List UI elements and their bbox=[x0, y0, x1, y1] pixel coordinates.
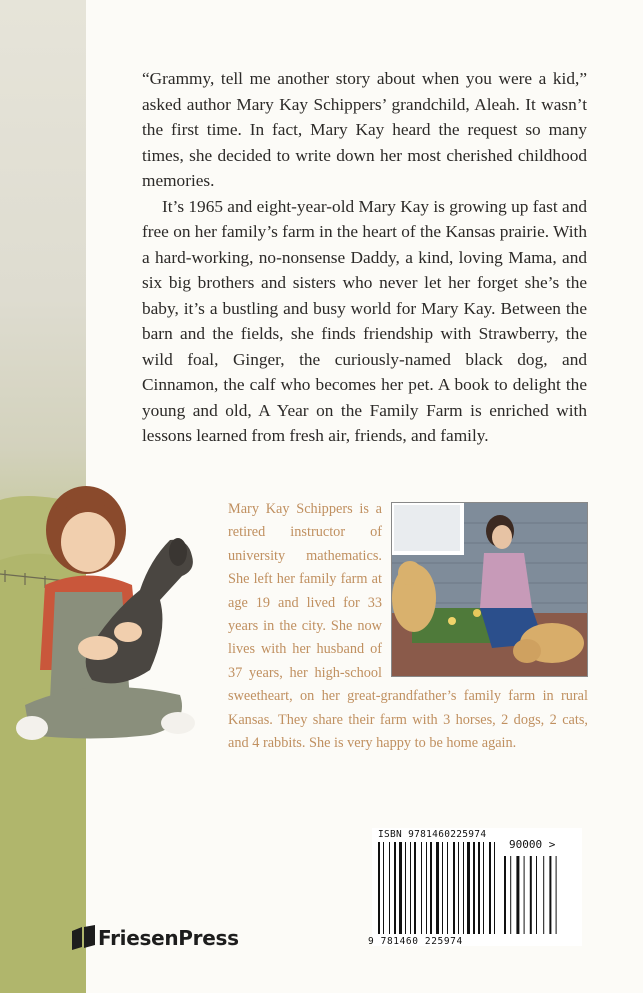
author-photo bbox=[391, 502, 588, 677]
price-code: 90000 > bbox=[509, 838, 556, 851]
barcode-bar bbox=[389, 842, 390, 934]
barcode-bar bbox=[483, 842, 484, 934]
addon-bar bbox=[549, 856, 551, 934]
barcode-bar bbox=[414, 842, 416, 934]
barcode-bar bbox=[399, 842, 402, 934]
author-bio-text: Mary Kay Schippers is a retired instructor of university mathematics. She left her family farm at age 19 and lived for 33 years in the city. She now lives with her husband of 37 years, her high-school sweetheart, on her great-grandfather’s family farm in rural Kansas. They share their farm with 3 horses, 2 dogs, 2 cats, and 4 rabbits. She is very happy to be home again. bbox=[228, 501, 588, 752]
barcode-bar bbox=[453, 842, 455, 934]
barcode-bar bbox=[489, 842, 491, 934]
addon-bar bbox=[504, 856, 506, 934]
addon-bar bbox=[530, 856, 532, 934]
barcode-bar bbox=[378, 842, 380, 934]
barcode-bar bbox=[442, 842, 443, 934]
addon-bar bbox=[524, 856, 525, 934]
barcode-bar bbox=[436, 842, 439, 934]
addon-bar bbox=[543, 856, 544, 934]
barcode-bar bbox=[458, 842, 459, 934]
girl-with-dog-illustration bbox=[0, 480, 220, 760]
barcode-digits: 9 781460 225974 bbox=[368, 936, 463, 947]
barcode-bar bbox=[421, 842, 422, 934]
book-blurb bbox=[142, 66, 587, 449]
author-photo-art bbox=[392, 503, 587, 676]
barcode-bar bbox=[473, 842, 475, 934]
barcode-bar bbox=[394, 842, 396, 934]
addon-bar bbox=[536, 856, 537, 934]
barcode-bar bbox=[467, 842, 470, 934]
addon-bar bbox=[516, 856, 519, 934]
addon-bar bbox=[510, 856, 511, 934]
addon-bar bbox=[556, 856, 557, 934]
barcode-bar bbox=[405, 842, 406, 934]
barcode-bar bbox=[410, 842, 411, 934]
book-icon bbox=[70, 925, 98, 951]
isbn-label: ISBN 9781460225974 bbox=[378, 829, 487, 840]
barcode-bar bbox=[383, 842, 384, 934]
barcode-bar bbox=[494, 842, 495, 934]
barcode-bar bbox=[447, 842, 448, 934]
blurb-paragraph-2: It’s 1965 and eight-year-old Mary Kay is growing up fast and free on her family’s farm in the heart of the Kansas prairie. With a hard-working, no-nonsense Daddy, a kind, loving Mama, and six big brothers and sisters who never let her forget she’s the baby, it’s a bustling and busy world for Mary Kay. Between the barn and the fields, she finds friendship with Strawberry, the wild foal, Ginger, the curiously-named black dog, and Cinnamon, the calf who becomes her pet. A book to delight the young and old, A Year on the Family Farm is enriched with lessons learned from fresh air, friends, and family. bbox=[142, 196, 587, 445]
blurb-paragraph-1: “Grammy, tell me another story about when you were a kid,” asked author Mary Kay Schippers’ grandchild, Aleah. It wasn’t the first time. In fact, Mary Kay heard the request so many times, she decided to write down her most cherished childhood memories. bbox=[142, 69, 587, 190]
barcode-bar bbox=[430, 842, 432, 934]
barcode-bar bbox=[426, 842, 427, 934]
barcode-bar bbox=[463, 842, 464, 934]
publisher-name: FriesenPress bbox=[98, 926, 239, 950]
barcode-bar bbox=[478, 842, 480, 934]
publisher-logo bbox=[70, 922, 239, 954]
